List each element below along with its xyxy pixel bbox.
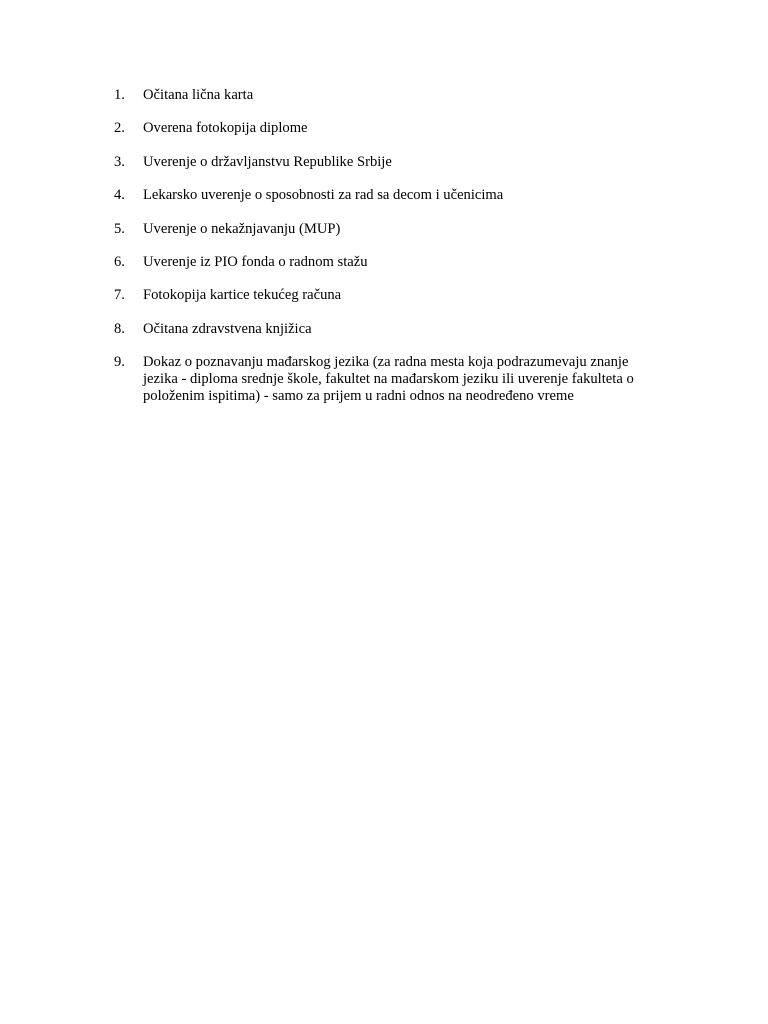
list-item [114, 354, 644, 404]
list-item [114, 254, 644, 271]
list-item-number: 4. [114, 187, 125, 204]
list-item-text: Uverenje iz PIO fonda o radnom stažu [143, 253, 368, 270]
list-item-number: 5. [114, 220, 125, 237]
list-item-number: 9. [114, 354, 125, 371]
list-item [114, 120, 644, 137]
list-item-number: 1. [114, 87, 125, 103]
list-item-text: Fotokopija kartice tekućeg računa [143, 287, 342, 304]
list-item-text: Očitana lična karta [143, 87, 254, 103]
list-item-text: Overena fotokopija diplome [143, 120, 308, 137]
list-item [114, 154, 644, 171]
list-item-number: 7. [114, 287, 125, 304]
list-item [114, 187, 644, 204]
list-item-text: Uverenje o nekažnjavanju (MUP) [143, 220, 341, 237]
list-item-number: 2. [114, 120, 125, 137]
list-item [114, 221, 644, 238]
list-item [114, 287, 644, 304]
list-item-text: Očitana zdravstvena knjižica [143, 320, 312, 337]
list-item-text: Lekarsko uverenje o sposobnosti za rad sa decom i učenicima [143, 187, 504, 204]
list-item-number: 8. [114, 320, 125, 337]
list-item [114, 87, 644, 104]
list-item-text: Uverenje o državljanstvu Republike Srbije [143, 153, 392, 170]
list-item-text: Dokaz o poznavanju mađarskog jezika (za radna mesta koja podrazumevaju znanje jezika - diploma srednje škole, fakultet na mađarskom jeziku ili uverenje fakulteta o položenim ispitima) - samo za prijem u radni odnos na neodređeno vreme [143, 354, 634, 404]
requirements-list [114, 87, 644, 421]
list-item [114, 321, 644, 338]
list-item-number: 6. [114, 253, 125, 270]
list-item-number: 3. [114, 153, 125, 170]
